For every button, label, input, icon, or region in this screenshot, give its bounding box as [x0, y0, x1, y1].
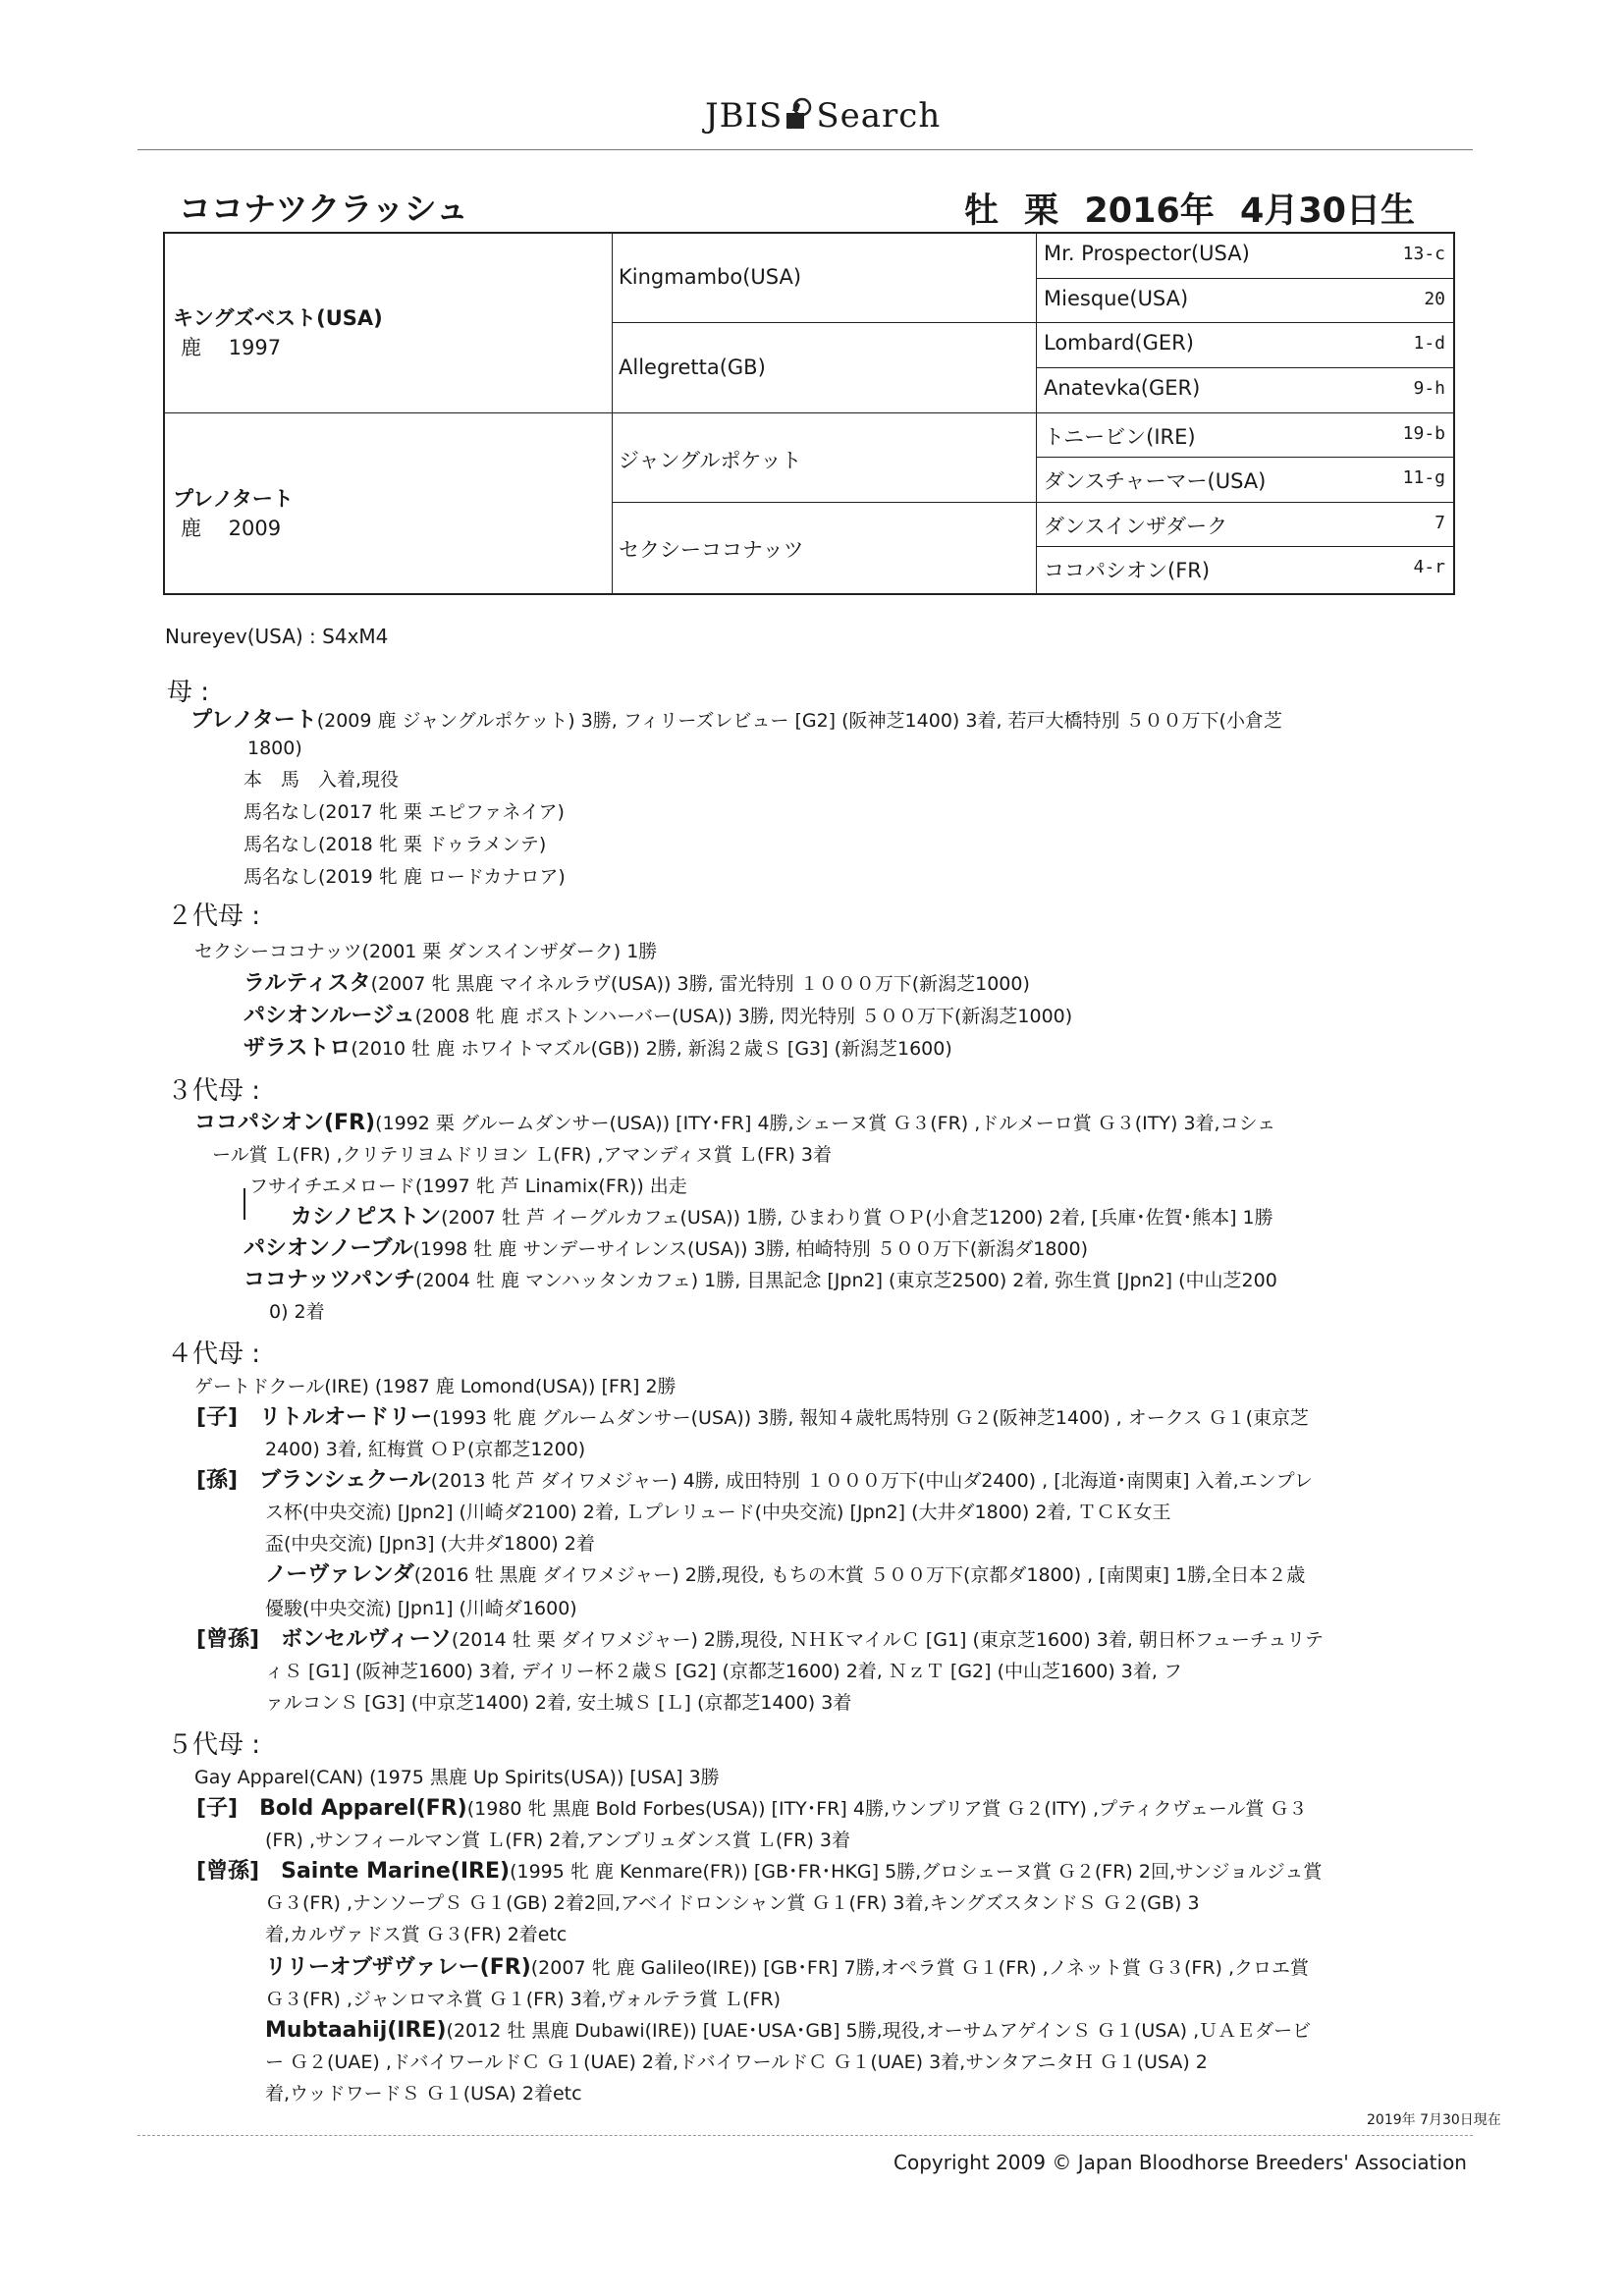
- record-text: ー Ｇ２(UAE) ,ドバイワールドＣ Ｇ１(UAE) 2着,ドバイワールドＣ Ｇ１(UAE) 3着,サンタアニタＨ Ｇ１(USA) 2: [265, 2051, 1208, 2073]
- family-line: [196, 1467, 1313, 1495]
- record-text: (1980 牝 黒鹿 Bold Forbes(USA)) [ITY･FR] 4勝,ウンブリア賞 Ｇ２(ITY) ,プティクヴェール賞 Ｇ３: [466, 1798, 1308, 1820]
- record-text: (2014 牡 栗 ダイワメジャー) 2勝,現役, ＮＨＫマイルＣ [G1] (東京芝1600) 3着, 朝日杯フューチュリテ: [451, 1629, 1324, 1651]
- family-line: [265, 1889, 1200, 1917]
- record-text: 馬名なし(2018 牝 栗 ドゥラメンテ): [244, 834, 547, 855]
- sds-name: Lombard(GER): [1044, 331, 1194, 355]
- record-text: ゲートドクール(IRE) (1987 鹿 Lomond(USA)) [FR] 2勝: [194, 1376, 677, 1397]
- horse-name-bold: [子] リトルオードリー: [196, 1405, 433, 1430]
- dsd-name: ダンスチャーマー(USA): [1044, 469, 1267, 493]
- sire-cell: [173, 302, 383, 361]
- dsd-family: 11-g: [1402, 467, 1445, 488]
- record-text: (1993 牝 鹿 グルームダンサー(USA)) 3勝, 報知４歳牝馬特別 Ｇ２(阪神芝1400) , オークス Ｇ１(東京芝: [432, 1407, 1309, 1429]
- dss-family: 19-b: [1402, 423, 1445, 444]
- record-text: (2007 牝 鹿 Galileo(IRE)) [GB･FR] 7勝,オペラ賞 Ｇ１(FR) ,ノネット賞 Ｇ３(FR) ,クロエ賞: [530, 1957, 1310, 1979]
- ssd-cell: [1036, 279, 1453, 323]
- family-line: [265, 1561, 1305, 1589]
- ssd-name: Miesque(USA): [1044, 287, 1189, 310]
- record-text: (2016 牡 黒鹿 ダイワメジャー) 2勝,現役, もちの木賞 ５００万下(京都ダ1800) , [南関東] 1勝,全日本２歳: [413, 1564, 1306, 1586]
- family-line: [265, 1689, 851, 1717]
- family-line: [265, 1436, 585, 1463]
- family-line: [212, 1141, 832, 1169]
- sss-family: 13-c: [1402, 244, 1445, 264]
- dss-cell: [1036, 413, 1453, 458]
- family-line: [265, 1954, 1309, 1982]
- sss-cell: [1036, 234, 1453, 278]
- record-text: フサイチエメロード(1997 牝 芦 Linamix(FR)) 出走: [249, 1175, 687, 1197]
- record-text: (2012 牡 黒鹿 Dubawi(IRE)) [UAE･USA･GB] 5勝,現役,オーサムアゲインＳ Ｇ１(USA) ,ＵＡＥダービ: [446, 2020, 1312, 2042]
- dds-name: ダンスインザダーク: [1044, 515, 1228, 538]
- family-line: [265, 1595, 577, 1622]
- horse-info: 牡 栗 2016年 4月30日生: [964, 191, 1416, 231]
- horse-name: ココナツクラッシュ: [179, 190, 469, 228]
- section-heading: ２代母 :: [167, 902, 261, 931]
- horse-name-bold: [曾孫] Sainte Marine(IRE): [196, 1859, 511, 1884]
- dam-name: プレノタート: [173, 487, 294, 511]
- record-text: Ｇ３(FR) ,ナンソープＳ Ｇ１(GB) 2着2回,アベイドロンシャン賞 Ｇ１(FR) 3着,キングズスタンドＳ Ｇ２(GB) 3: [265, 1892, 1200, 1914]
- record-text: (2009 鹿 ジャングルポケット) 3勝, フィリーズレビュー [G2] (阪神芝1400) 3着, 若戸大橋特別 ５００万下(小倉芝: [316, 710, 1282, 732]
- record-text: (1992 栗 グルームダンサー(USA)) [ITY･FR] 4勝,シェーヌ賞 Ｇ３(FR) ,ドルメーロ賞 Ｇ３(ITY) 3着,コシェ: [375, 1113, 1276, 1134]
- record-text: ィＳ [G1] (阪神芝1600) 3着, デイリー杯２歳Ｓ [G2] (京都芝1600) 2着, ＮｚＴ [G2] (中山芝1600) 3着, フ: [265, 1661, 1182, 1682]
- sd-name: Allegretta(GB): [619, 355, 766, 379]
- horse-name-bold: ラルティスタ: [244, 971, 371, 996]
- record-text: ス杯(中央交流) [Jpn2] (川崎ダ2100) 2着, Ｌプレリュード(中央交流) [Jpn2] (大井ダ1800) 2着, ＴＣＫ女王: [265, 1502, 1171, 1523]
- as-of-date: 2019年 7月30日現在: [1367, 2112, 1501, 2128]
- record-text: 0) 2着: [269, 1301, 325, 1323]
- record-text: (2004 牡 鹿 マンハッタンカフェ) 1勝, 目黒記念 [Jpn2] (東京芝2500) 2着, 弥生賞 [Jpn2] (中山芝200: [415, 1270, 1277, 1291]
- record-text: (2010 牡 鹿 ホワイトマズル(GB)) 2勝, 新潟２歳Ｓ [G3] (新潟芝1600): [351, 1038, 952, 1060]
- family-line: [244, 766, 399, 793]
- family-line: [291, 1204, 1273, 1231]
- family-line: [265, 2080, 582, 2107]
- sdd-family: 9-h: [1413, 378, 1445, 399]
- horse-name-bold: [子] Bold Apparel(FR): [196, 1796, 467, 1821]
- family-line: [194, 1110, 1275, 1137]
- jbis-logo: [705, 96, 941, 136]
- horse-name-bold: プレノタート: [190, 708, 317, 733]
- sdd-cell: [1036, 368, 1453, 412]
- horse-name-bold: [曾孫] ボンセルヴィーソ: [196, 1627, 452, 1652]
- family-line: [265, 1986, 781, 2013]
- logo-text-search: Search: [816, 96, 942, 136]
- section-heading: ４代母 :: [167, 1339, 261, 1369]
- copyright: Copyright 2009 © Japan Bloodhorse Breeders' Association: [893, 2151, 1467, 2174]
- ddd-family: 4-r: [1413, 557, 1445, 577]
- footer-rule: [137, 2135, 1473, 2136]
- sss-name: Mr. Prospector(USA): [1044, 242, 1250, 265]
- section-heading: ５代母 :: [167, 1730, 261, 1760]
- family-line: [265, 1827, 850, 1854]
- horse-name-bold: ココナッツパンチ: [244, 1268, 416, 1292]
- record-text: (2007 牝 黒鹿 マイネルラヴ(USA)) 3勝, 雷光特別 １０００万下(新潟芝1000): [370, 973, 1030, 995]
- section-heading: 母 :: [167, 678, 210, 707]
- family-line: [265, 1658, 1182, 1685]
- dds-family: 7: [1435, 513, 1445, 533]
- horse-name-bold: パシオンノーブル: [244, 1236, 413, 1261]
- record-text: (2007 牡 芦 イーグルカフェ(USA)) 1勝, ひまわり賞 ＯＰ(小倉芝1200) 2着, [兵庫･佐賀･熊本] 1勝: [441, 1207, 1273, 1229]
- record-text: (1998 牡 鹿 サンデーサイレンス(USA)) 3勝, 柏崎特別 ５００万下(新潟ダ1800): [412, 1238, 1089, 1260]
- ddd-cell: [1036, 547, 1453, 591]
- family-line: [244, 1003, 1072, 1030]
- record-text: ール賞 Ｌ(FR) ,クリテリヨムドリヨン Ｌ(FR) ,アマンディヌ賞 Ｌ(FR) 3着: [212, 1144, 832, 1166]
- record-text: 本 馬 入着,現役: [244, 769, 400, 791]
- family-line: [265, 1499, 1171, 1526]
- ds-name: ジャングルポケット: [619, 449, 802, 472]
- family-line: [244, 970, 1030, 998]
- section-heading: ３代母 :: [167, 1076, 261, 1106]
- record-text: 盃(中央交流) [Jpn3] (大井ダ1800) 2着: [265, 1533, 595, 1555]
- record-text: 優駿(中央交流) [Jpn1] (川崎ダ1600): [265, 1598, 577, 1619]
- horse-name-bold: Mubtaahij(IRE): [265, 2018, 447, 2043]
- record-text: (2013 牝 芦 ダイワメジャー) 4勝, 成田特別 １０００万下(中山ダ2400) , [北海道･南関東] 入着,エンプレ: [430, 1470, 1313, 1492]
- record-text: セクシーココナッツ(2001 栗 ダンスインザダーク) 1勝: [194, 941, 658, 962]
- sire-name: キングズベスト(USA): [173, 306, 383, 330]
- dam-cell: [173, 483, 294, 542]
- record-text: 着,カルヴァドス賞 Ｇ３(FR) 2着etc: [265, 1924, 568, 1945]
- dam-detail: 鹿 2009: [181, 517, 282, 540]
- record-text: Ｇ３(FR) ,ジャンロマネ賞 Ｇ１(FR) 3着,ヴォルテラ賞 Ｌ(FR): [265, 1989, 782, 2010]
- family-line: [194, 1764, 720, 1791]
- inbreeding-note: Nureyev(USA) : S4xM4: [165, 625, 389, 648]
- record-text: 2400) 3着, 紅梅賞 ＯＰ(京都芝1200): [265, 1439, 586, 1460]
- ss-name: Kingmambo(USA): [619, 265, 802, 289]
- header-rule: [137, 149, 1473, 150]
- family-line: [265, 1921, 567, 1948]
- logo-text-jbis: JBIS: [705, 96, 784, 136]
- record-text: (2008 牝 鹿 ボストンハーバー(USA)) 3勝, 閃光特別 ５００万下(新潟芝1000): [414, 1006, 1073, 1027]
- family-line: [190, 707, 1282, 735]
- record-text: (1995 牝 鹿 Kenmare(FR)) [GB･FR･HKG] 5勝,グロシェーヌ賞 Ｇ２(FR) 2回,サンジョルジュ賞: [510, 1861, 1323, 1883]
- record-text: Gay Apparel(CAN) (1975 黒鹿 Up Spirits(USA)) [USA] 3勝: [194, 1767, 720, 1788]
- horse-name-bold: ノーヴァレンダ: [265, 1562, 414, 1587]
- family-line: [244, 863, 566, 891]
- record-text: (FR) ,サンフィールマン賞 Ｌ(FR) 2着,アンブリュダンス賞 Ｌ(FR) 3着: [265, 1830, 851, 1851]
- sds-cell: [1036, 323, 1453, 367]
- dss-name: トニービン(IRE): [1044, 425, 1196, 449]
- horse-logo-icon: [785, 97, 814, 131]
- record-text: 馬名なし(2017 牝 栗 エピファネイア): [244, 801, 565, 823]
- family-line: [244, 1035, 952, 1063]
- dds-cell: [1036, 503, 1453, 547]
- family-line: [194, 938, 657, 965]
- horse-name-bold: カシノピストン: [291, 1205, 442, 1230]
- sire-detail: 鹿 1997: [181, 336, 282, 359]
- horse-name-bold: ザラストロ: [244, 1036, 352, 1061]
- family-line: [265, 1530, 595, 1558]
- family-line: [249, 1173, 687, 1200]
- horse-name-bold: [孫] ブランシェクール: [196, 1468, 431, 1493]
- family-line: [196, 1626, 1324, 1654]
- horse-name-bold: ココパシオン(FR): [194, 1111, 376, 1135]
- family-line: [196, 1795, 1307, 1823]
- family-line: [196, 1404, 1309, 1432]
- family-line: [194, 1373, 677, 1400]
- sdd-name: Anatevka(GER): [1044, 376, 1201, 400]
- dd-name: セクシーココナッツ: [619, 538, 804, 562]
- family-line: [244, 1235, 1088, 1263]
- family-line: [244, 798, 565, 826]
- record-text: ァルコンＳ [G3] (中京芝1400) 2着, 安土城Ｓ [Ｌ] (京都芝1400) 3着: [265, 1692, 852, 1714]
- family-line: [265, 2049, 1208, 2076]
- horse-name-bold: リリーオブザヴァレー(FR): [265, 1955, 531, 1980]
- descendant-bracket: [244, 1188, 245, 1220]
- record-text: 馬名なし(2019 牝 鹿 ロードカナロア): [244, 866, 566, 888]
- ddd-name: ココパシオン(FR): [1044, 559, 1211, 582]
- sds-family: 1-d: [1413, 333, 1445, 354]
- family-line: [269, 1298, 325, 1326]
- family-line: [247, 735, 302, 762]
- record-text: 1800): [247, 738, 302, 759]
- family-line: [196, 1858, 1322, 1886]
- ssd-family: 20: [1424, 289, 1445, 309]
- family-line: [244, 1267, 1277, 1294]
- pedigree-table: [163, 232, 1455, 595]
- horse-name-bold: パシオンルージュ: [244, 1004, 415, 1028]
- dsd-cell: [1036, 458, 1453, 502]
- record-text: 着,ウッドワードＳ Ｇ１(USA) 2着etc: [265, 2083, 582, 2105]
- family-line: [265, 2017, 1311, 2045]
- family-line: [244, 831, 546, 858]
